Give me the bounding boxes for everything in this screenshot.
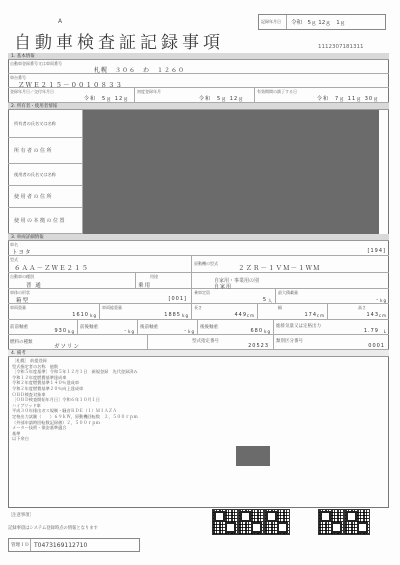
chassis-value: ＺＷＥ２１５－００１０８３３: [18, 81, 123, 89]
qr-code-icon: [238, 509, 264, 535]
engine-label: 原動機の型式: [194, 261, 218, 266]
management-id-label: 管理ＩＤ: [9, 539, 31, 551]
rear-front-label: 後前軸重: [140, 325, 158, 330]
reg-number-label: 自動車登録番号又は車両番号: [10, 61, 62, 66]
length-label: 長さ: [194, 305, 202, 310]
qr-code-icon: [212, 509, 238, 535]
front-rear-label: 前後軸重: [80, 325, 98, 330]
notes-line: ［ＯＢＤ検査開始年月日］令和６年１０月１日: [12, 397, 100, 403]
notes-line: 令和１２年度燃費基準達成車: [12, 374, 67, 380]
notes-line: 令和２年度燃費基準２０％向上達成車: [12, 385, 84, 391]
rear-axle-label: 後後軸重: [200, 325, 218, 330]
notes-line: 以下余白: [12, 436, 29, 442]
issue-date-value: 令和 5ｇ 12ｇ 1ｇ: [291, 20, 346, 26]
first-year-value: 令和 5ｇ 12ｇ: [199, 96, 245, 102]
page-title: 自動車検査証記録事項: [14, 33, 224, 53]
section-basic-heading: 1. 基本情報: [8, 53, 389, 60]
body-label: 車体の形状: [10, 290, 30, 295]
rear-front-value: -: [184, 328, 187, 334]
purpose-label: 自家用・事業用の別: [214, 278, 260, 284]
section-vehicle-heading: 3. 車両詳細情報: [8, 234, 389, 241]
first-reg-label: 登録年月日／交付年月日: [10, 89, 54, 94]
expiry-label: 有効期間の満了する日: [257, 89, 297, 94]
max-load-label: 最大積載量: [278, 290, 298, 295]
type-designation-value: 20523: [248, 343, 269, 349]
type-row: [8, 273, 389, 289]
notes-line: ［札幌］ 前提登録: [12, 358, 47, 363]
length-unit: cm: [246, 313, 255, 318]
user-name-label: 使用者の氏名又は名称: [8, 164, 83, 186]
height-unit: cm: [378, 313, 387, 318]
engine-value: ２ＺＲ－１ＶＭ－１ＷＭ: [238, 264, 321, 272]
notes-line: 定格出力試験（ ）６９ｋＷ，原動機回転数 ２，５００ｒｐｍ: [12, 413, 138, 419]
front-axle-value: 930: [54, 328, 67, 334]
body-value: 箱型: [16, 298, 30, 304]
document-number: 1112307181311: [318, 44, 364, 50]
width-unit: cm: [316, 313, 325, 318]
weight-value: 1610: [72, 312, 89, 318]
gross-value: 1885: [164, 312, 181, 318]
redacted-owner-info: [83, 110, 379, 234]
type-label: 自動車の種別: [10, 274, 34, 279]
weight-unit: kg: [90, 313, 97, 318]
fuel-value: ガソリン: [54, 344, 81, 350]
footer-note: 記録事項はシステム登録時点の情報となります: [8, 526, 98, 531]
front-rear-unit: kg: [128, 329, 135, 334]
management-id-box: [8, 538, 140, 552]
expiry-value: 令和 7ｇ 11ｇ 30ｇ: [317, 96, 380, 102]
qr-code-icon: [318, 509, 344, 535]
footer-heading: ［注意事項］: [8, 513, 34, 518]
weight-row: [8, 304, 389, 320]
width-value: 174: [304, 312, 317, 318]
capacity-label: 乗車定員: [194, 290, 210, 295]
body-code: [001]: [168, 296, 187, 302]
section-owner-heading: 2. 所有者・使用者情報: [8, 103, 389, 110]
displacement-label: 総排気量又は定格出力: [276, 324, 321, 329]
reg-number-value: 札幌 ３０６ わ １２６０: [94, 67, 186, 74]
redacted-stamp: [236, 446, 270, 466]
maker-code: [194]: [367, 248, 386, 254]
height-value: 143: [366, 312, 379, 318]
model-label: 型式: [10, 257, 18, 262]
body-row: [8, 289, 389, 304]
displacement-value: 1.79: [363, 328, 379, 334]
notes-line: 平成３０年排出ガス規制・騒音ＲＤＥ（Ｉ）ＭＩＡＺＡ: [12, 408, 117, 414]
notes-line: （外部申請時回転数記録値）２，５００ｒｐｍ: [12, 419, 100, 425]
max-load-unit: kg: [380, 298, 387, 303]
first-reg-value: 令和 5ｇ 12ｇ: [84, 96, 130, 102]
width-label: 幅: [278, 305, 282, 310]
category-label: 類別区分番号: [276, 339, 303, 344]
max-load-value: -: [376, 297, 379, 303]
chassis-label: 車台番号: [10, 75, 26, 80]
maker-value: トヨタ: [12, 250, 32, 256]
reg-number-row: [8, 60, 389, 74]
capacity-value: 5: [262, 297, 267, 303]
gross-label: 車両総重量: [102, 305, 122, 310]
capacity-unit: 人: [268, 298, 273, 303]
issue-date-box: [258, 14, 386, 30]
category-value: 0001: [368, 343, 385, 349]
type-designation-label: 型式指定番号: [192, 339, 219, 344]
fuel-row: [8, 335, 389, 350]
qr-code-icon: [344, 509, 370, 535]
fuel-label: 燃料の種類: [10, 340, 33, 345]
chassis-row: [8, 74, 389, 88]
owner-name-label: 所有者の氏名又は名称: [8, 110, 83, 138]
first-year-label: 初度登録年月: [137, 89, 161, 94]
section-notes-heading: 4. 備考: [8, 350, 389, 357]
base-location-label: 使用の本拠の位置: [8, 208, 83, 234]
gross-unit: kg: [182, 313, 189, 318]
notes-line: ＯＢＤ検査対象車: [12, 391, 46, 397]
front-rear-value: -: [124, 328, 127, 334]
use-label: 用途: [150, 274, 158, 279]
notes-line: 基準: [12, 430, 21, 436]
height-label: 高さ: [358, 305, 366, 310]
rear-axle-unit: kg: [264, 329, 271, 334]
front-axle-label: 前前軸重: [10, 325, 28, 330]
notes-line: 型式指定者の名称 他数: [12, 363, 59, 369]
notes-line: ［令和５年度基準］令和５年１２月１日 新規登録 先代登録済み: [12, 369, 138, 375]
type-value: 普 通: [26, 283, 42, 289]
model-row: [8, 256, 389, 273]
notes-list: [12, 358, 212, 442]
displacement-unit: L: [383, 329, 387, 334]
length-value: 449: [234, 312, 247, 318]
dates-row: [8, 88, 389, 103]
weight-label: 車両重量: [10, 305, 26, 310]
notes-line: 令和２年度燃費基準１４０％達成車: [12, 380, 80, 386]
management-id-value: T0473169112710: [34, 541, 88, 549]
front-axle-unit: kg: [68, 329, 75, 334]
rear-axle-value: 680: [250, 328, 263, 334]
page-stamp: A: [58, 18, 63, 25]
maker-row: [8, 241, 389, 256]
notes-line: メーター技術・保安基準適合: [12, 425, 67, 431]
issue-date-label: 記録年月日: [259, 15, 287, 29]
user-address-label: 使用者の住所: [8, 186, 83, 208]
rear-front-unit: kg: [188, 329, 195, 334]
owner-address-label: 所有者の住所: [8, 138, 83, 164]
model-value: ６ＡＡ－ＺＷＥ２１５: [14, 264, 89, 272]
axle-row: [8, 320, 389, 335]
maker-label: 車名: [10, 242, 18, 247]
qr-code-icon: [264, 509, 290, 535]
use-value: 乗用: [138, 283, 152, 289]
notes-line: ハイブリッド車: [12, 402, 41, 408]
purpose-value: 自家用: [214, 284, 233, 290]
